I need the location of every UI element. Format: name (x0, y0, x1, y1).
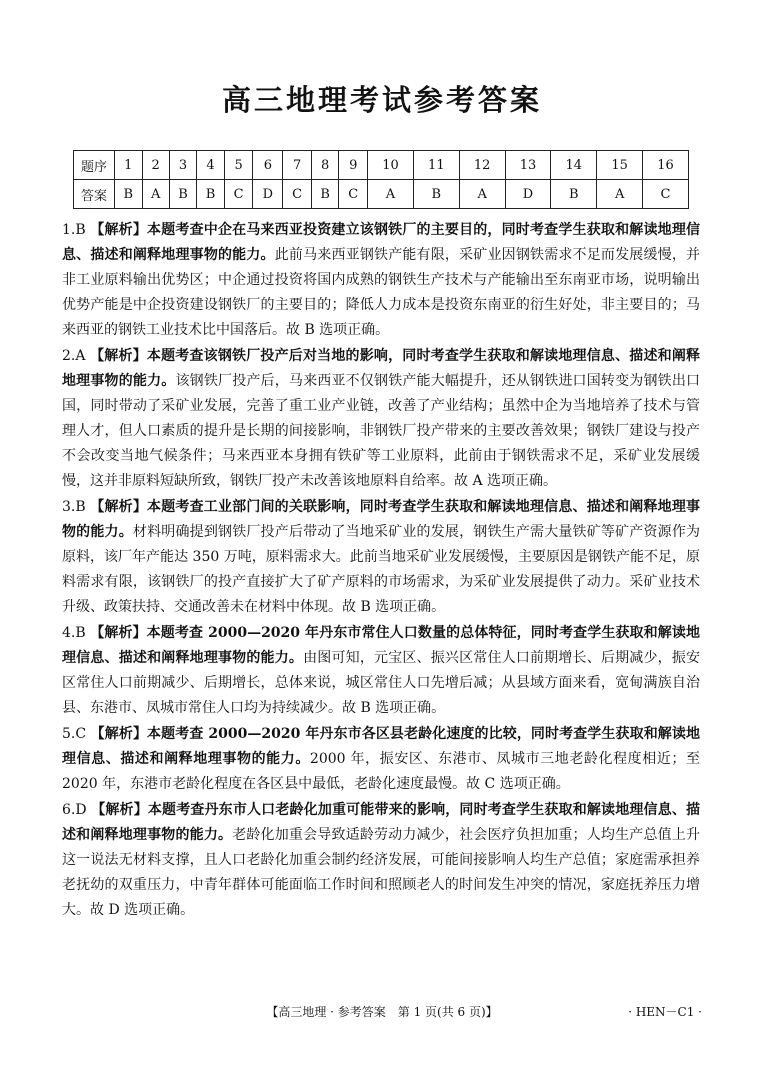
explanation-item (62, 621, 700, 721)
question-number-cell: 14 (551, 151, 597, 180)
question-number-cell: 10 (368, 151, 414, 180)
answer-cell: A (368, 180, 414, 209)
answer-cell: D (505, 180, 551, 209)
item-body: 由图可知，元宝区、振兴区常住人口前期增长、后期减少，振安区常住人口前期减少、后期增长，总体来说，城区常住人口先增后减；从县域方面来看，宽甸满族自治县、东港市、凤城市常住人口均为持续减少。故 B 选项正确。 (62, 650, 701, 716)
analysis-tag: 【解析】 (90, 726, 148, 742)
item-number: 3.B (62, 499, 86, 515)
question-number-cell: 11 (413, 151, 459, 180)
item-number: 2.A (62, 348, 86, 364)
question-number-cell: 12 (459, 151, 505, 180)
question-number-cell: 2 (142, 151, 169, 180)
answer-cell: B (311, 180, 339, 209)
answer-cell: D (253, 180, 283, 209)
question-number-cell: 7 (283, 151, 312, 180)
answer-cell: B (413, 180, 459, 209)
item-body: 2000 年，振安区、东港市、凤城市三地老龄化程度相近；至 2020 年，东港市老龄化程度在各区县中最低，老龄化速度最慢。故 C 选项正确。 (62, 751, 701, 792)
answer-cell: B (169, 180, 197, 209)
analysis-tag: 【解析】 (90, 625, 147, 641)
item-number: 4.B (62, 625, 86, 641)
question-number-cell: 8 (311, 151, 339, 180)
answer-cell: C (643, 180, 689, 209)
row-header-answer: 答案 (74, 180, 115, 209)
question-number-cell: 3 (169, 151, 197, 180)
explanation-item (62, 798, 700, 923)
footer-code: · HEN－C1 · (628, 1005, 702, 1019)
item-body: 此前马来西亚钢铁产能有限，采矿业因钢铁需求不足而发展缓慢，并非工业原料输出优势区；中企通过投资将国内成熟的钢铁生产技术与产能输出至东南亚市场，说明输出优势产能是中企投资建设钢铁厂的主要目的；降低人力成本是投资东南亚的衍生好处，非主要目的；马来西亚的钢铁工业技术比中国落后。故 B 选项正确。 (62, 247, 701, 338)
answer-cell: C (339, 180, 368, 209)
explanation-item (62, 722, 700, 797)
item-body: 该钢铁厂投产后，马来西亚不仅钢铁产能大幅提升，还从钢铁进口国转变为钢铁出口国，同时带动了采矿业发展，完善了重工业产业链，改善了产业结构；虽然中企为当地培养了技术与管理人才，但人口素质的提升是长期的间接影响，非钢铁厂投产带来的主要改善效果；钢铁厂建设与投产不会改变当地气候条件；马来西亚本身拥有铁矿等工业原料，此前由于钢铁需求不足，采矿业发展缓慢，这并非原料短缺所致，钢铁厂投产未改善该地原料自给率。故 A 选项正确。 (62, 373, 701, 489)
explanation-item (62, 344, 700, 494)
question-number-cell: 1 (115, 151, 143, 180)
page-footer: 【高三地理 · 参考答案 第 1 页(共 6 页)】 (266, 1005, 498, 1019)
answer-cell: A (142, 180, 169, 209)
item-lead: 本题考查 2000—2020 年丹东市常住人口数量的总体特征，同时考查学生获取和解读地理信息、描述和阐释地理事物的能力。 (62, 625, 700, 666)
question-number-cell: 4 (197, 151, 225, 180)
question-number-cell: 9 (339, 151, 368, 180)
question-number-cell: 15 (597, 151, 643, 180)
answer-cell: C (283, 180, 312, 209)
question-number-cell: 6 (253, 151, 283, 180)
item-number: 6.D (62, 802, 87, 818)
item-lead: 本题考查丹东市人口老龄化加重可能带来的影响，同时考查学生获取和解读地理信息、描述和阐释地理事物的能力。 (62, 802, 701, 843)
item-lead: 本题考查中企在马来西亚投资建立该钢铁厂的主要目的，同时考查学生获取和解读地理信息、描述和阐释地理事物的能力。 (62, 222, 701, 263)
item-number: 5.C (62, 726, 87, 742)
answer-cell: A (459, 180, 505, 209)
item-body: 老龄化加重会导致适龄劳动力减少，社会医疗负担加重；人均生产总值上升这一说法无材料支撑，且人口老龄化加重会制约经济发展，可能间接影响人均生产总值；家庭需承担养老抚幼的双重压力，中青年群体可能面临工作时间和照顾老人的时间发生冲突的情况，家庭抚养压力增大。故 D 选项正确。 (62, 827, 701, 918)
answer-cell: A (597, 180, 643, 209)
explanation-item (62, 495, 700, 620)
item-lead: 本题考查 2000—2020 年丹东市各区县老龄化速度的比较，同时考查学生获取和解读地理信息、描述和阐释地理事物的能力。 (62, 726, 701, 767)
page-title: 高三地理考试参考答案 (221, 83, 542, 117)
analysis-tag: 【解析】 (90, 499, 148, 515)
answer-cell: B (197, 180, 225, 209)
question-number-cell: 5 (224, 151, 253, 180)
item-lead: 本题考查该钢铁厂投产后对当地的影响，同时考查学生获取和解读地理信息、描述和阐释地理事物的能力。 (62, 348, 701, 389)
answer-table (73, 150, 689, 209)
answer-row (74, 180, 689, 209)
row-header-question: 题序 (74, 151, 115, 180)
item-body: 材料明确提到钢铁厂投产后带动了当地采矿业的发展，钢铁生产需大量铁矿等矿产资源作为原料，该厂年产能达 350 万吨，原料需求大。此前当地采矿业发展缓慢，主要原因是钢铁产能不足，原料需求有限，该钢铁厂的投产直接扩大了矿产原料的市场需求，为采矿业发展提供了动力。采矿业技术升级、政策扶持、交通改善未在材料中体现。故 B 选项正确。 (62, 524, 701, 615)
analysis-tag: 【解析】 (91, 802, 148, 818)
question-number-row (74, 151, 689, 180)
analysis-tag: 【解析】 (90, 348, 147, 364)
item-lead: 本题考查工业部门间的关联影响，同时考查学生获取和解读地理信息、描述和阐释地理事物的能力。 (62, 499, 701, 540)
analysis-tag: 【解析】 (90, 222, 148, 238)
question-number-cell: 16 (643, 151, 689, 180)
answer-cell: C (224, 180, 253, 209)
explanation-item (62, 218, 700, 343)
answer-cell: B (551, 180, 597, 209)
question-number-cell: 13 (505, 151, 551, 180)
item-number: 1.B (62, 222, 86, 238)
answer-cell: B (115, 180, 143, 209)
explanation-list (62, 218, 700, 924)
